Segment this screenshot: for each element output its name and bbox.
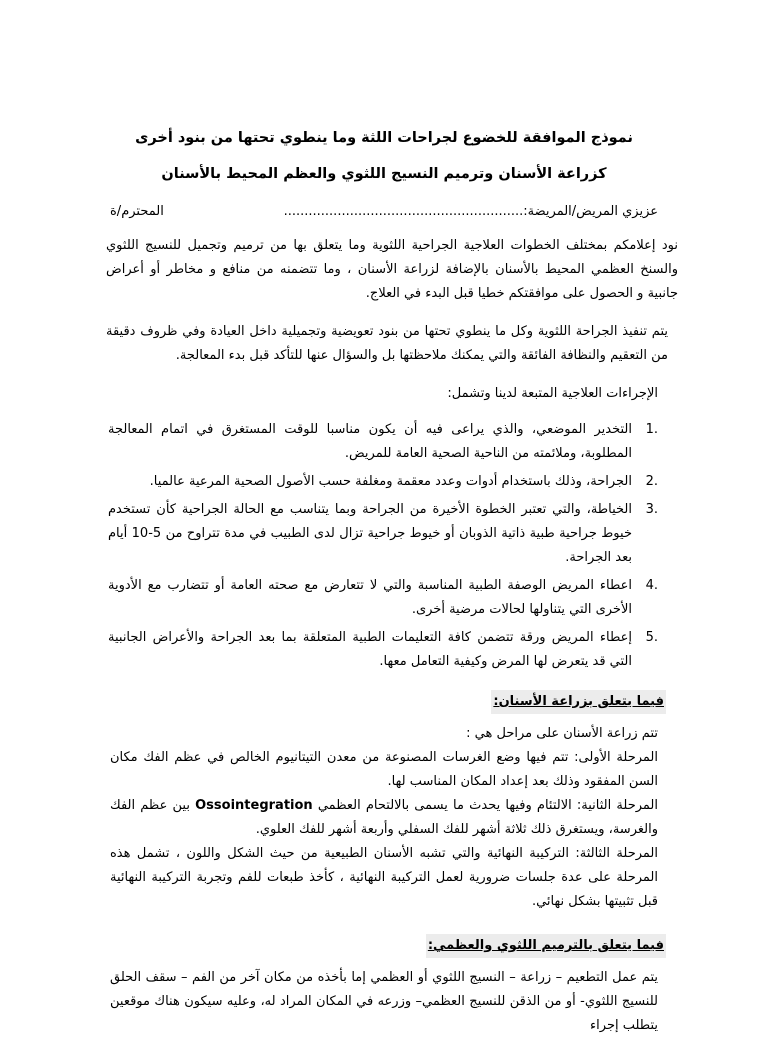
salutation-label [284,200,658,224]
graft-section [110,928,664,1038]
procedures-heading: الإجراءات العلاجية المتبعة لدينا وتشمل: [447,386,658,401]
list-item-text: إعطاء المريض ورقة تتضمن كافة التعليمات الطبية المتعلقة بما بعد الجراحة والأعراض الجانبية التي قد يتعرض لها المرض وكيفية التعامل معها. [108,630,632,669]
intro-paragraph: نود إعلامكم بمختلف الخطوات العلاجية الجراحية اللثوية وما يتعلق بها من ترميم وتجميل للنسيج اللثوي والسنخ العظمي المحيط بالأسنان بالإضافة لزراعة الأسنان ، وما تتضمنه من منافع و مخاطر أو أعراض جانبية و الحصول على موافقتكم خطيا قبل البدء في العلاج. [106,238,678,301]
implant-intro: تتم زراعة الأسنان على مراحل هي : [466,726,658,741]
list-item-number: 5. [645,630,658,645]
list-item-number: 3. [645,502,658,517]
list-item [108,498,658,570]
salutation-honorific: المحترم/ة [110,204,164,219]
list-item-number: 1. [645,422,658,437]
implant-stage-3: المرحلة الثالثة: التركيبة النهائية والتي تشبه الأسنان الطبيعية من حيث الشكل واللون ، تشمل هذه المرحلة على عدة جلسات ضرورية لعمل التركيبة النهائية ، كأخذ طبعات للفم وتجربة التركيبة النهائية قبل تثبيتها بشكل نهائي. [110,846,658,909]
implant-section-heading: فيما يتعلق بزراعة الأسنان: [491,690,666,714]
list-item-number: 2. [645,474,658,489]
implant-stage-2-text-end: بين عظم الفك والغرسة، ويستغرق ذلك ثلاثة أشهر للفك السفلي وأربعة أشهر للفك العلوي. [110,798,658,837]
implant-stage-1: المرحلة الأولى: تتم فيها وضع الغرسات المصنوعة من معدن التيتانيوم الخالص في عظم الفك مكان السن المفقود وذلك بعد إعداد المكان المناسب لها. [110,750,658,789]
osseointegration-term: Ossointegration [195,798,313,813]
list-item [108,470,658,494]
implant-stage-2 [110,794,658,842]
implant-section [110,684,664,914]
list-item-text: التخدير الموضعي، والذي يراعى فيه أن يكون مناسبا للوقت المستغرق في اتمام المعالجة المطلوبة، وملائمته من الناحية الصحية العامة للمريض. [108,422,632,461]
procedures-list [108,418,658,674]
implant-section-body [110,722,658,914]
salutation-line [110,200,658,224]
graft-paragraph: يتم عمل التطعيم – زراعة – النسيج اللثوي أو العظمي إما بأخذه من مكان آخر من الفم – سقف الحلق للنسيج اللثوي- أو من الذقن للنسيج العظمي– وزرعه في المكان المراد له، وعليه سيكون هناك موقعين يتطلب إجراء [110,970,658,1033]
list-item [108,574,658,622]
list-item-text: اعطاء المريض الوصفة الطبية المناسبة والتي لا تتعارض مع صحته العامة أو تتضارب مع الأدوية الأخرى التي يتناولها لحالات مرضية أخرى. [108,578,632,617]
list-item-text: الخياطة، والتي تعتبر الخطوة الأخيرة من الجراحة وبما يتناسب مع الحالة الجراحية كأن تستخدم خيوط جراحية طبية ذاتية الذوبان أو خيوط جراحية تزال لدى الطبيب في مدة تتراوح من 5-10 أيام بعد الجراحة. [108,502,632,565]
document-title-line1: نموذج الموافقة للخضوع لجراحات اللثة وما ينطوي تحتها من بنود أخرى [135,130,633,146]
document-title-line2: كزراعة الأسنان وترميم النسيج اللثوي والعظم المحيط بالأسنان [161,166,607,182]
list-item-number: 4. [645,578,658,593]
list-item-text: الجراحة، وذلك باستخدام أدوات وعدد معقمة ومغلفة حسب الأصول الصحية المرعية عالميا. [149,474,632,489]
list-item [108,626,658,674]
implant-stage-2-text-start: المرحلة الثانية: الالتئام وفيها يحدث ما يسمى بالالتحام العظمي [317,798,658,813]
list-item [108,418,658,466]
salutation-fill-line: .......................................................... [283,204,524,219]
hygiene-paragraph: يتم تنفيذ الجراحة اللثوية وكل ما ينطوي تحتها من بنود تعويضية وتجميلية داخل العيادة وفي ظروف دقيقة من التعقيم والنظافة الفائقة والتي يمكنك ملاحظتها بل والسؤال عنها للتأكد قبل بدء المعالجة. [106,324,668,363]
salutation-greeting: عزيزي المريض/المريضة: [523,204,658,219]
graft-section-heading: فيما يتعلق بالترميم اللثوي والعظمي: [426,934,666,958]
